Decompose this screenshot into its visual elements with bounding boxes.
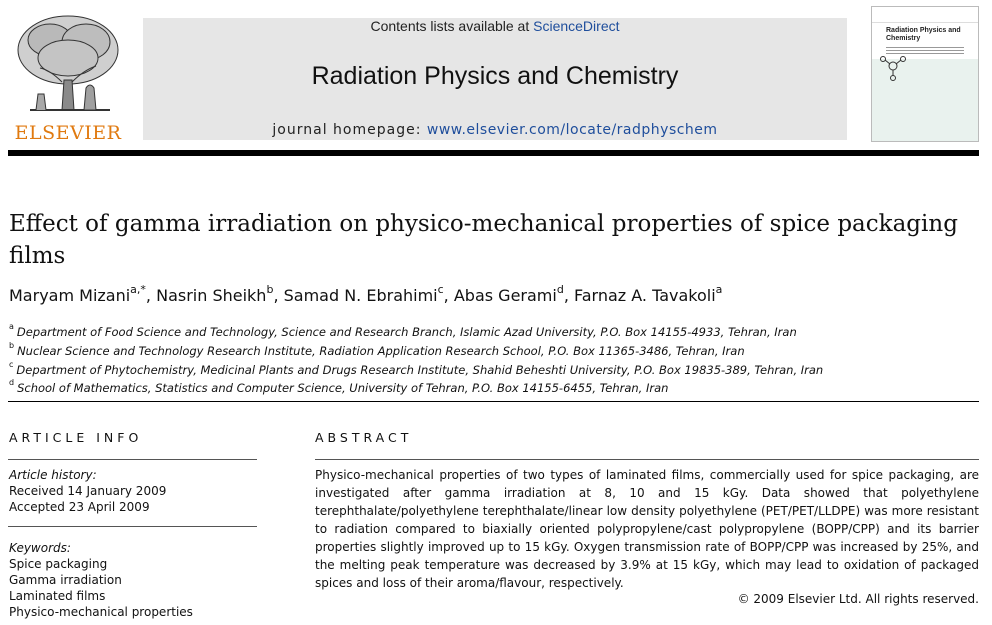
homepage-line [143, 122, 847, 138]
journal-cover-thumbnail[interactable] [871, 6, 979, 142]
copyright-notice: © 2009 Elsevier Ltd. All rights reserved. [737, 592, 979, 606]
journal-title[interactable]: Radiation Physics and Chemistry [311, 62, 679, 90]
author-affiliation-mark[interactable]: b [266, 283, 274, 296]
affiliation-item [9, 321, 979, 340]
keywords-label: Keywords: [9, 541, 71, 555]
homepage-link[interactable]: www.elsevier.com/locate/radphyschem [426, 122, 718, 138]
header-rule [8, 150, 979, 156]
author-name[interactable]: Samad N. Ebrahimi [283, 286, 438, 305]
contents-line [143, 18, 847, 34]
affiliation-key: a [9, 322, 14, 331]
author-affiliation-mark[interactable]: a [715, 283, 723, 296]
cover-top-bar [872, 9, 978, 23]
abstract-heading: ABSTRACT [315, 430, 413, 445]
author-list [9, 283, 979, 305]
elsevier-wordmark: ELSEVIER [14, 122, 122, 144]
sciencedirect-link[interactable]: ScienceDirect [533, 18, 620, 34]
article-history [9, 467, 166, 515]
cover-title: Radiation Physics and Chemistry [886, 27, 961, 42]
affiliation-key: d [9, 378, 15, 388]
author-affiliation-mark[interactable]: d [556, 283, 564, 296]
article-info-heading: ARTICLE INFO [9, 430, 143, 445]
article-info-rule [8, 459, 257, 460]
affiliation-text: Nuclear Science and Technology Research Institute, Radiation Application Research School, P.O. Box 11365-3486, Tehran, Iran [17, 343, 745, 358]
affiliation-key: b [9, 340, 15, 350]
elsevier-tree-icon [10, 10, 126, 122]
author-separator: , [563, 286, 574, 305]
author-name[interactable]: Abas Gerami [453, 286, 557, 305]
keywords-block [9, 540, 193, 620]
author-separator: , [145, 286, 157, 305]
author-separator: , [443, 286, 454, 305]
author-affiliation-mark[interactable]: a,* [130, 283, 146, 296]
homepage-prefix: journal homepage: [272, 122, 427, 138]
affiliation-list [9, 321, 979, 396]
affiliation-item [9, 377, 979, 396]
cover-molecule-icon [878, 51, 908, 81]
author-separator: , [273, 286, 284, 305]
affiliation-text: Department of Phytochemistry, Medicinal Plants and Drugs Research Institute, Shahid Beheshti University, P.O. Box 19835-389, Tehran, Iran [16, 362, 824, 377]
author-name[interactable]: Maryam Mizani [9, 286, 131, 305]
keyword-item: Laminated films [9, 589, 106, 603]
contents-prefix: Contents lists available at [370, 18, 534, 34]
affiliation-item [9, 359, 979, 378]
keyword-item: Spice packaging [9, 557, 108, 571]
journal-banner [143, 18, 847, 140]
author-affiliation-mark[interactable]: c [437, 283, 444, 296]
history-label: Article history: [9, 468, 97, 482]
section-divider [8, 401, 979, 402]
abstract-rule [315, 459, 979, 460]
author-name[interactable]: Farnaz A. Tavakoli [573, 286, 716, 305]
accepted-date: Accepted 23 April 2009 [9, 500, 150, 514]
article-title: Effect of gamma irradiation on physico-mechanical properties of spice packaging films [9, 211, 958, 269]
author-name[interactable]: Nasrin Sheikh [156, 286, 267, 305]
affiliation-key: c [9, 359, 14, 369]
keyword-item: Physico-mechanical properties [9, 605, 193, 619]
publisher-logo[interactable] [8, 10, 128, 142]
affiliation-text: School of Mathematics, Statistics and Computer Science, University of Tehran, P.O. Box 14155-6455, Tehran, Iran [17, 381, 669, 396]
keyword-item: Gamma irradiation [9, 573, 122, 587]
affiliation-text: Department of Food Science and Technology, Science and Research Branch, Islamic Azad University, P.O. Box 14155-4933, Tehran, Iran [16, 324, 797, 339]
received-date: Received 14 January 2009 [9, 484, 167, 498]
history-divider [8, 526, 257, 527]
affiliation-item [9, 340, 979, 359]
abstract-text: Physico-mechanical properties of two types of laminated films, commercially used for spice packaging, are investigated after gamma irradiation at 8, 10 and 15 kGy. Data showed that polyethylene terephthalate/polyethylene terephthalate/linear low density polyethylene (PET/PET/LLDPE) was more resistant to radiation compared to biaxially oriented polypropylene/cast polypropylene (BOPP/CPP) and its barrier properties slightly improved up to 15 kGy. Oxygen transmission rate of BOPP/CPP was increased by 25%, and the melting peak temperature was decreased by 3.9% at 15 kGy, which may lead to oxidation of packaged spices and loss of their aroma/flavour, respectively. [315, 468, 979, 590]
